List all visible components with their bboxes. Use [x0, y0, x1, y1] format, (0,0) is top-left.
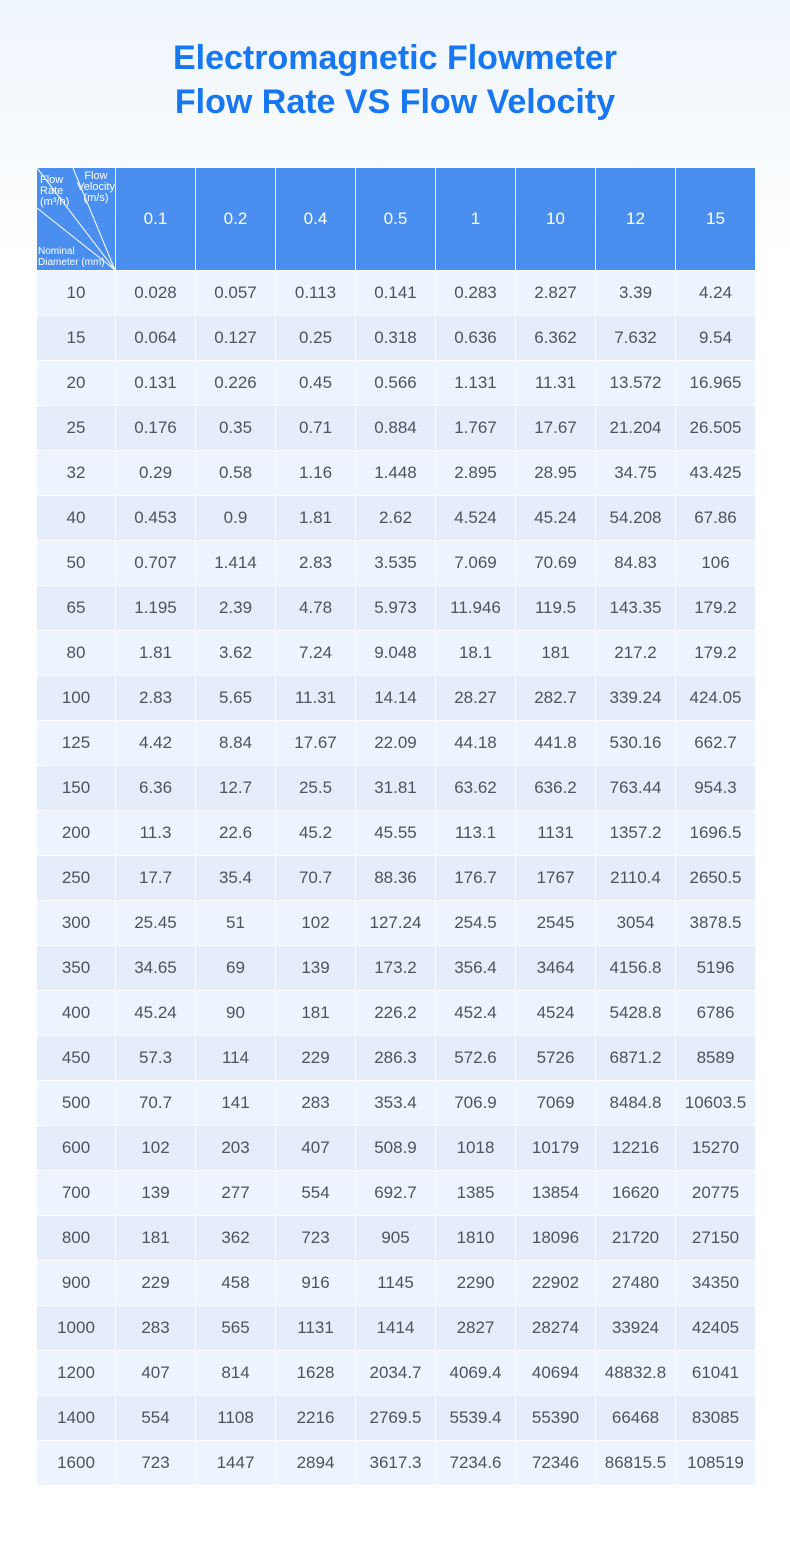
flow-rate-cell: 2216	[276, 1396, 355, 1440]
flow-rate-cell: 1.767	[436, 406, 515, 450]
flow-rate-cell: 814	[196, 1351, 275, 1395]
flow-rate-cell: 229	[116, 1261, 195, 1305]
table-row	[37, 1126, 755, 1170]
flow-rate-cell: 127.24	[356, 901, 435, 945]
flow-rate-cell: 3.62	[196, 631, 275, 675]
flow-rate-cell: 12216	[596, 1126, 675, 1170]
flow-rate-cell: 16.965	[676, 361, 755, 405]
nominal-diameter-cell: 350	[37, 946, 115, 990]
flow-rate-cell: 0.58	[196, 451, 275, 495]
nominal-diameter-cell: 600	[37, 1126, 115, 1170]
table-row	[37, 1351, 755, 1395]
flow-rate-cell: 18096	[516, 1216, 595, 1260]
flow-rate-cell: 18.1	[436, 631, 515, 675]
flow-rate-cell: 66468	[596, 1396, 675, 1440]
flow-rate-cell: 2290	[436, 1261, 515, 1305]
velocity-header: 10	[516, 168, 595, 270]
flow-rate-cell: 203	[196, 1126, 275, 1170]
table-row	[37, 766, 755, 810]
table-row	[37, 541, 755, 585]
flow-rate-cell: 1.16	[276, 451, 355, 495]
flow-rate-cell: 0.064	[116, 316, 195, 360]
flow-rate-cell: 0.71	[276, 406, 355, 450]
flow-rate-cell: 51	[196, 901, 275, 945]
flow-rate-cell: 1.448	[356, 451, 435, 495]
flow-rate-cell: 67.86	[676, 496, 755, 540]
flow-rate-cell: 723	[276, 1216, 355, 1260]
nominal-diameter-cell: 125	[37, 721, 115, 765]
velocity-header: 0.2	[196, 168, 275, 270]
flow-rate-cell: 1447	[196, 1441, 275, 1485]
flow-rate-cell: 54.208	[596, 496, 675, 540]
flow-rate-cell: 11.31	[516, 361, 595, 405]
nominal-diameter-cell: 500	[37, 1081, 115, 1125]
flow-rate-cell: 48832.8	[596, 1351, 675, 1395]
flow-rate-label-line: Rate	[40, 185, 64, 197]
flow-rate-cell: 44.18	[436, 721, 515, 765]
nominal-diameter-cell: 300	[37, 901, 115, 945]
table-row	[37, 361, 755, 405]
flow-rate-cell: 1.131	[436, 361, 515, 405]
flow-rate-cell: 2894	[276, 1441, 355, 1485]
flow-rate-cell: 916	[276, 1261, 355, 1305]
flow-rate-table	[36, 167, 756, 1486]
flow-rate-cell: 706.9	[436, 1081, 515, 1125]
flow-rate-cell: 1.195	[116, 586, 195, 630]
flow-rate-cell: 13.572	[596, 361, 675, 405]
flow-rate-cell: 3.39	[596, 271, 675, 315]
table-row	[37, 586, 755, 630]
table-row	[37, 1216, 755, 1260]
table-row	[37, 991, 755, 1035]
table-row	[37, 1171, 755, 1215]
flow-rate-cell: 119.5	[516, 586, 595, 630]
flow-rate-cell: 11.31	[276, 676, 355, 720]
flow-rate-cell: 12.7	[196, 766, 275, 810]
flow-rate-cell: 83085	[676, 1396, 755, 1440]
flow-rate-cell: 0.884	[356, 406, 435, 450]
flow-rate-cell: 108519	[676, 1441, 755, 1485]
table-row	[37, 271, 755, 315]
flow-rate-cell: 22.09	[356, 721, 435, 765]
flow-rate-cell: 26.505	[676, 406, 755, 450]
flow-rate-cell: 106	[676, 541, 755, 585]
flow-rate-cell: 0.25	[276, 316, 355, 360]
flow-rate-cell: 20775	[676, 1171, 755, 1215]
nominal-diameter-cell: 80	[37, 631, 115, 675]
flow-rate-cell: 4.524	[436, 496, 515, 540]
flow-rate-cell: 0.127	[196, 316, 275, 360]
nominal-diameter-cell: 450	[37, 1036, 115, 1080]
velocity-header: 15	[676, 168, 755, 270]
flow-rate-cell: 362	[196, 1216, 275, 1260]
flow-rate-cell: 6871.2	[596, 1036, 675, 1080]
flow-rate-cell: 27150	[676, 1216, 755, 1260]
flow-rate-cell: 0.45	[276, 361, 355, 405]
flow-rate-cell: 40694	[516, 1351, 595, 1395]
flow-rate-cell: 15270	[676, 1126, 755, 1170]
nominal-diameter-cell: 1000	[37, 1306, 115, 1350]
nominal-diameter-cell: 40	[37, 496, 115, 540]
flow-rate-cell: 508.9	[356, 1126, 435, 1170]
corner-header-cell	[37, 168, 115, 270]
flow-velocity-label-line: Velocity	[77, 181, 115, 193]
flow-rate-cell: 9.54	[676, 316, 755, 360]
flow-rate-cell: 181	[516, 631, 595, 675]
flow-rate-cell: 27480	[596, 1261, 675, 1305]
flow-rate-cell: 90	[196, 991, 275, 1035]
flow-rate-cell: 1145	[356, 1261, 435, 1305]
flow-rate-cell: 21.204	[596, 406, 675, 450]
table-row	[37, 721, 755, 765]
nominal-diameter-cell: 15	[37, 316, 115, 360]
flow-rate-cell: 1810	[436, 1216, 515, 1260]
flow-rate-cell: 452.4	[436, 991, 515, 1035]
nominal-diameter-cell: 1400	[37, 1396, 115, 1440]
flow-rate-cell: 0.707	[116, 541, 195, 585]
flow-rate-cell: 424.05	[676, 676, 755, 720]
table-row	[37, 316, 755, 360]
flow-rate-cell: 1414	[356, 1306, 435, 1350]
flow-rate-cell: 0.636	[436, 316, 515, 360]
table-row	[37, 676, 755, 720]
flow-rate-cell: 1018	[436, 1126, 515, 1170]
table-row	[37, 1441, 755, 1485]
velocity-header: 0.4	[276, 168, 355, 270]
nominal-diameter-cell: 32	[37, 451, 115, 495]
flow-rate-cell: 45.24	[116, 991, 195, 1035]
flow-rate-cell: 6.36	[116, 766, 195, 810]
table-row	[37, 406, 755, 450]
flow-rate-cell: 17.7	[116, 856, 195, 900]
flow-rate-cell: 6786	[676, 991, 755, 1035]
flow-rate-cell: 1.414	[196, 541, 275, 585]
flow-rate-cell: 763.44	[596, 766, 675, 810]
flow-rate-cell: 61041	[676, 1351, 755, 1395]
flow-rate-cell: 2034.7	[356, 1351, 435, 1395]
flow-rate-cell: 229	[276, 1036, 355, 1080]
nominal-diameter-cell: 100	[37, 676, 115, 720]
flow-rate-cell: 0.141	[356, 271, 435, 315]
flow-rate-cell: 7.24	[276, 631, 355, 675]
flow-velocity-unit: (m/s)	[83, 192, 109, 204]
flow-rate-cell: 6.362	[516, 316, 595, 360]
flow-rate-cell: 1628	[276, 1351, 355, 1395]
flow-rate-cell: 458	[196, 1261, 275, 1305]
table-row	[37, 1081, 755, 1125]
table-row	[37, 631, 755, 675]
flow-rate-cell: 1108	[196, 1396, 275, 1440]
flow-rate-cell: 0.176	[116, 406, 195, 450]
flow-rate-cell: 905	[356, 1216, 435, 1260]
flow-rate-cell: 441.8	[516, 721, 595, 765]
nominal-diameter-cell: 800	[37, 1216, 115, 1260]
flow-rate-cell: 0.057	[196, 271, 275, 315]
flow-rate-cell: 1131	[276, 1306, 355, 1350]
flow-rate-cell: 565	[196, 1306, 275, 1350]
flow-velocity-label	[77, 171, 115, 204]
flow-rate-cell: 28.27	[436, 676, 515, 720]
flow-rate-cell: 113.1	[436, 811, 515, 855]
flow-velocity-label-line: Flow	[84, 170, 108, 182]
flow-rate-cell: 88.36	[356, 856, 435, 900]
flow-rate-cell: 5196	[676, 946, 755, 990]
flow-rate-cell: 35.4	[196, 856, 275, 900]
flow-rate-cell: 0.131	[116, 361, 195, 405]
velocity-header: 1	[436, 168, 515, 270]
flow-rate-cell: 254.5	[436, 901, 515, 945]
flow-rate-label-line: Flow	[40, 174, 64, 186]
flow-rate-cell: 43.425	[676, 451, 755, 495]
flow-rate-cell: 25.45	[116, 901, 195, 945]
table-row	[37, 811, 755, 855]
flow-rate-cell: 8484.8	[596, 1081, 675, 1125]
flow-rate-cell: 954.3	[676, 766, 755, 810]
flow-rate-cell: 407	[276, 1126, 355, 1170]
nominal-diameter-label-line: Diameter (mm)	[38, 257, 105, 268]
flow-rate-cell: 2.83	[276, 541, 355, 585]
nominal-diameter-cell: 1200	[37, 1351, 115, 1395]
flow-rate-label	[40, 175, 80, 208]
flow-rate-cell: 2827	[436, 1306, 515, 1350]
nominal-diameter-cell: 10	[37, 271, 115, 315]
nominal-diameter-cell: 1600	[37, 1441, 115, 1485]
flow-rate-cell: 554	[116, 1396, 195, 1440]
flow-rate-cell: 102	[276, 901, 355, 945]
nominal-diameter-cell: 400	[37, 991, 115, 1035]
flow-rate-cell: 86815.5	[596, 1441, 675, 1485]
flow-rate-cell: 0.453	[116, 496, 195, 540]
flow-rate-cell: 0.028	[116, 271, 195, 315]
flow-rate-cell: 3617.3	[356, 1441, 435, 1485]
flow-rate-cell: 2650.5	[676, 856, 755, 900]
flow-rate-cell: 102	[116, 1126, 195, 1170]
flow-rate-cell: 4156.8	[596, 946, 675, 990]
table-row	[37, 1396, 755, 1440]
nominal-diameter-cell: 20	[37, 361, 115, 405]
title-line-1: Electromagnetic Flowmeter	[172, 39, 617, 77]
flow-rate-cell: 9.048	[356, 631, 435, 675]
flow-rate-cell: 70.69	[516, 541, 595, 585]
flow-rate-cell: 173.2	[356, 946, 435, 990]
flow-rate-cell: 45.55	[356, 811, 435, 855]
nominal-diameter-cell: 25	[37, 406, 115, 450]
flow-rate-cell: 25.5	[276, 766, 355, 810]
nominal-diameter-cell: 250	[37, 856, 115, 900]
flow-rate-cell: 4.78	[276, 586, 355, 630]
flow-rate-cell: 3.535	[356, 541, 435, 585]
table-header-row	[37, 168, 755, 270]
table-row	[37, 1036, 755, 1080]
flow-rate-cell: 2769.5	[356, 1396, 435, 1440]
flow-rate-cell: 0.9	[196, 496, 275, 540]
table-row	[37, 496, 755, 540]
page-title	[0, 36, 790, 124]
flow-rate-cell: 283	[276, 1081, 355, 1125]
flow-rate-cell: 63.62	[436, 766, 515, 810]
flow-rate-cell: 0.226	[196, 361, 275, 405]
nominal-diameter-cell: 700	[37, 1171, 115, 1215]
velocity-header: 0.1	[116, 168, 195, 270]
table-row	[37, 901, 755, 945]
flow-rate-cell: 31.81	[356, 766, 435, 810]
flow-rate-cell: 34350	[676, 1261, 755, 1305]
flow-rate-cell: 141	[196, 1081, 275, 1125]
flow-rate-cell: 21720	[596, 1216, 675, 1260]
flow-rate-cell: 4524	[516, 991, 595, 1035]
flow-rate-cell: 69	[196, 946, 275, 990]
flow-rate-cell: 5539.4	[436, 1396, 515, 1440]
flow-rate-cell: 5.973	[356, 586, 435, 630]
nominal-diameter-label	[38, 246, 114, 268]
flow-rate-cell: 226.2	[356, 991, 435, 1035]
flow-rate-cell: 217.2	[596, 631, 675, 675]
flow-rate-cell: 14.14	[356, 676, 435, 720]
flow-rate-cell: 139	[116, 1171, 195, 1215]
flow-rate-cell: 0.566	[356, 361, 435, 405]
flow-rate-cell: 1696.5	[676, 811, 755, 855]
flow-rate-cell: 139	[276, 946, 355, 990]
flow-rate-cell: 11.3	[116, 811, 195, 855]
flow-rate-cell: 0.29	[116, 451, 195, 495]
flow-rate-cell: 45.24	[516, 496, 595, 540]
flow-rate-cell: 28.95	[516, 451, 595, 495]
flow-rate-cell: 2.62	[356, 496, 435, 540]
flow-rate-cell: 339.24	[596, 676, 675, 720]
flow-rate-cell: 70.7	[276, 856, 355, 900]
velocity-header: 0.5	[356, 168, 435, 270]
flow-rate-cell: 1385	[436, 1171, 515, 1215]
flow-rate-cell: 114	[196, 1036, 275, 1080]
flow-rate-cell: 33924	[596, 1306, 675, 1350]
flow-rate-cell: 4069.4	[436, 1351, 515, 1395]
table-row	[37, 1261, 755, 1305]
flow-rate-cell: 179.2	[676, 586, 755, 630]
flow-rate-cell: 7.069	[436, 541, 515, 585]
flow-rate-cell: 283	[116, 1306, 195, 1350]
flow-rate-cell: 179.2	[676, 631, 755, 675]
table-row	[37, 1306, 755, 1350]
flow-rate-cell: 286.3	[356, 1036, 435, 1080]
flow-rate-cell: 57.3	[116, 1036, 195, 1080]
flow-rate-cell: 1767	[516, 856, 595, 900]
flow-rate-cell: 530.16	[596, 721, 675, 765]
velocity-header: 12	[596, 168, 675, 270]
flow-rate-cell: 554	[276, 1171, 355, 1215]
flow-rate-cell: 181	[116, 1216, 195, 1260]
flow-rate-cell: 70.7	[116, 1081, 195, 1125]
flow-rate-cell: 5.65	[196, 676, 275, 720]
flow-rate-cell: 356.4	[436, 946, 515, 990]
flow-rate-cell: 2.895	[436, 451, 515, 495]
flow-rate-cell: 2.83	[116, 676, 195, 720]
flow-rate-cell: 8589	[676, 1036, 755, 1080]
flow-rate-cell: 7234.6	[436, 1441, 515, 1485]
flow-rate-cell: 84.83	[596, 541, 675, 585]
flow-rate-cell: 17.67	[516, 406, 595, 450]
flow-rate-cell: 723	[116, 1441, 195, 1485]
flow-rate-cell: 692.7	[356, 1171, 435, 1215]
flow-rate-cell: 4.42	[116, 721, 195, 765]
flow-rate-cell: 1.81	[276, 496, 355, 540]
flow-rate-cell: 2.827	[516, 271, 595, 315]
flow-rate-cell: 662.7	[676, 721, 755, 765]
flow-rate-cell: 0.283	[436, 271, 515, 315]
flow-rate-unit: (m³/h)	[40, 196, 70, 208]
nominal-diameter-label-line: Nominal	[38, 246, 75, 257]
flow-rate-cell: 181	[276, 991, 355, 1035]
flow-rate-cell: 1.81	[116, 631, 195, 675]
flow-rate-cell: 8.84	[196, 721, 275, 765]
flow-rate-cell: 34.65	[116, 946, 195, 990]
nominal-diameter-cell: 50	[37, 541, 115, 585]
flow-rate-cell: 2110.4	[596, 856, 675, 900]
table-row	[37, 946, 755, 990]
title-line-2: Flow Rate VS Flow Velocity	[174, 83, 616, 121]
flow-rate-cell: 55390	[516, 1396, 595, 1440]
flow-rate-cell: 5726	[516, 1036, 595, 1080]
flow-rate-cell: 176.7	[436, 856, 515, 900]
flow-rate-cell: 143.35	[596, 586, 675, 630]
flow-rate-cell: 1131	[516, 811, 595, 855]
flow-rate-cell: 17.67	[276, 721, 355, 765]
flow-rate-cell: 16620	[596, 1171, 675, 1215]
flow-rate-cell: 28274	[516, 1306, 595, 1350]
flow-rate-cell: 10179	[516, 1126, 595, 1170]
nominal-diameter-cell: 150	[37, 766, 115, 810]
flow-rate-cell: 5428.8	[596, 991, 675, 1035]
flow-rate-cell: 2.39	[196, 586, 275, 630]
flow-rate-cell: 2545	[516, 901, 595, 945]
table-row	[37, 451, 755, 495]
flow-rate-cell: 72346	[516, 1441, 595, 1485]
flow-rate-cell: 0.113	[276, 271, 355, 315]
flow-rate-cell: 3878.5	[676, 901, 755, 945]
table-body	[37, 271, 755, 1485]
flow-rate-cell: 407	[116, 1351, 195, 1395]
nominal-diameter-cell: 65	[37, 586, 115, 630]
flow-rate-cell: 3054	[596, 901, 675, 945]
flow-rate-cell: 7069	[516, 1081, 595, 1125]
flow-rate-cell: 22.6	[196, 811, 275, 855]
flow-rate-cell: 1357.2	[596, 811, 675, 855]
flow-rate-cell: 11.946	[436, 586, 515, 630]
flow-rate-cell: 10603.5	[676, 1081, 755, 1125]
flow-rate-cell: 277	[196, 1171, 275, 1215]
flow-rate-cell: 13854	[516, 1171, 595, 1215]
flow-rate-cell: 636.2	[516, 766, 595, 810]
flow-rate-cell: 282.7	[516, 676, 595, 720]
flow-rate-cell: 3464	[516, 946, 595, 990]
table-row	[37, 856, 755, 900]
nominal-diameter-cell: 900	[37, 1261, 115, 1305]
flow-rate-cell: 7.632	[596, 316, 675, 360]
flow-rate-cell: 572.6	[436, 1036, 515, 1080]
flow-rate-cell: 4.24	[676, 271, 755, 315]
flow-rate-cell: 0.35	[196, 406, 275, 450]
flow-rate-cell: 0.318	[356, 316, 435, 360]
flow-rate-cell: 353.4	[356, 1081, 435, 1125]
flow-rate-cell: 34.75	[596, 451, 675, 495]
flow-rate-cell: 45.2	[276, 811, 355, 855]
flow-rate-cell: 22902	[516, 1261, 595, 1305]
flow-rate-cell: 42405	[676, 1306, 755, 1350]
nominal-diameter-cell: 200	[37, 811, 115, 855]
